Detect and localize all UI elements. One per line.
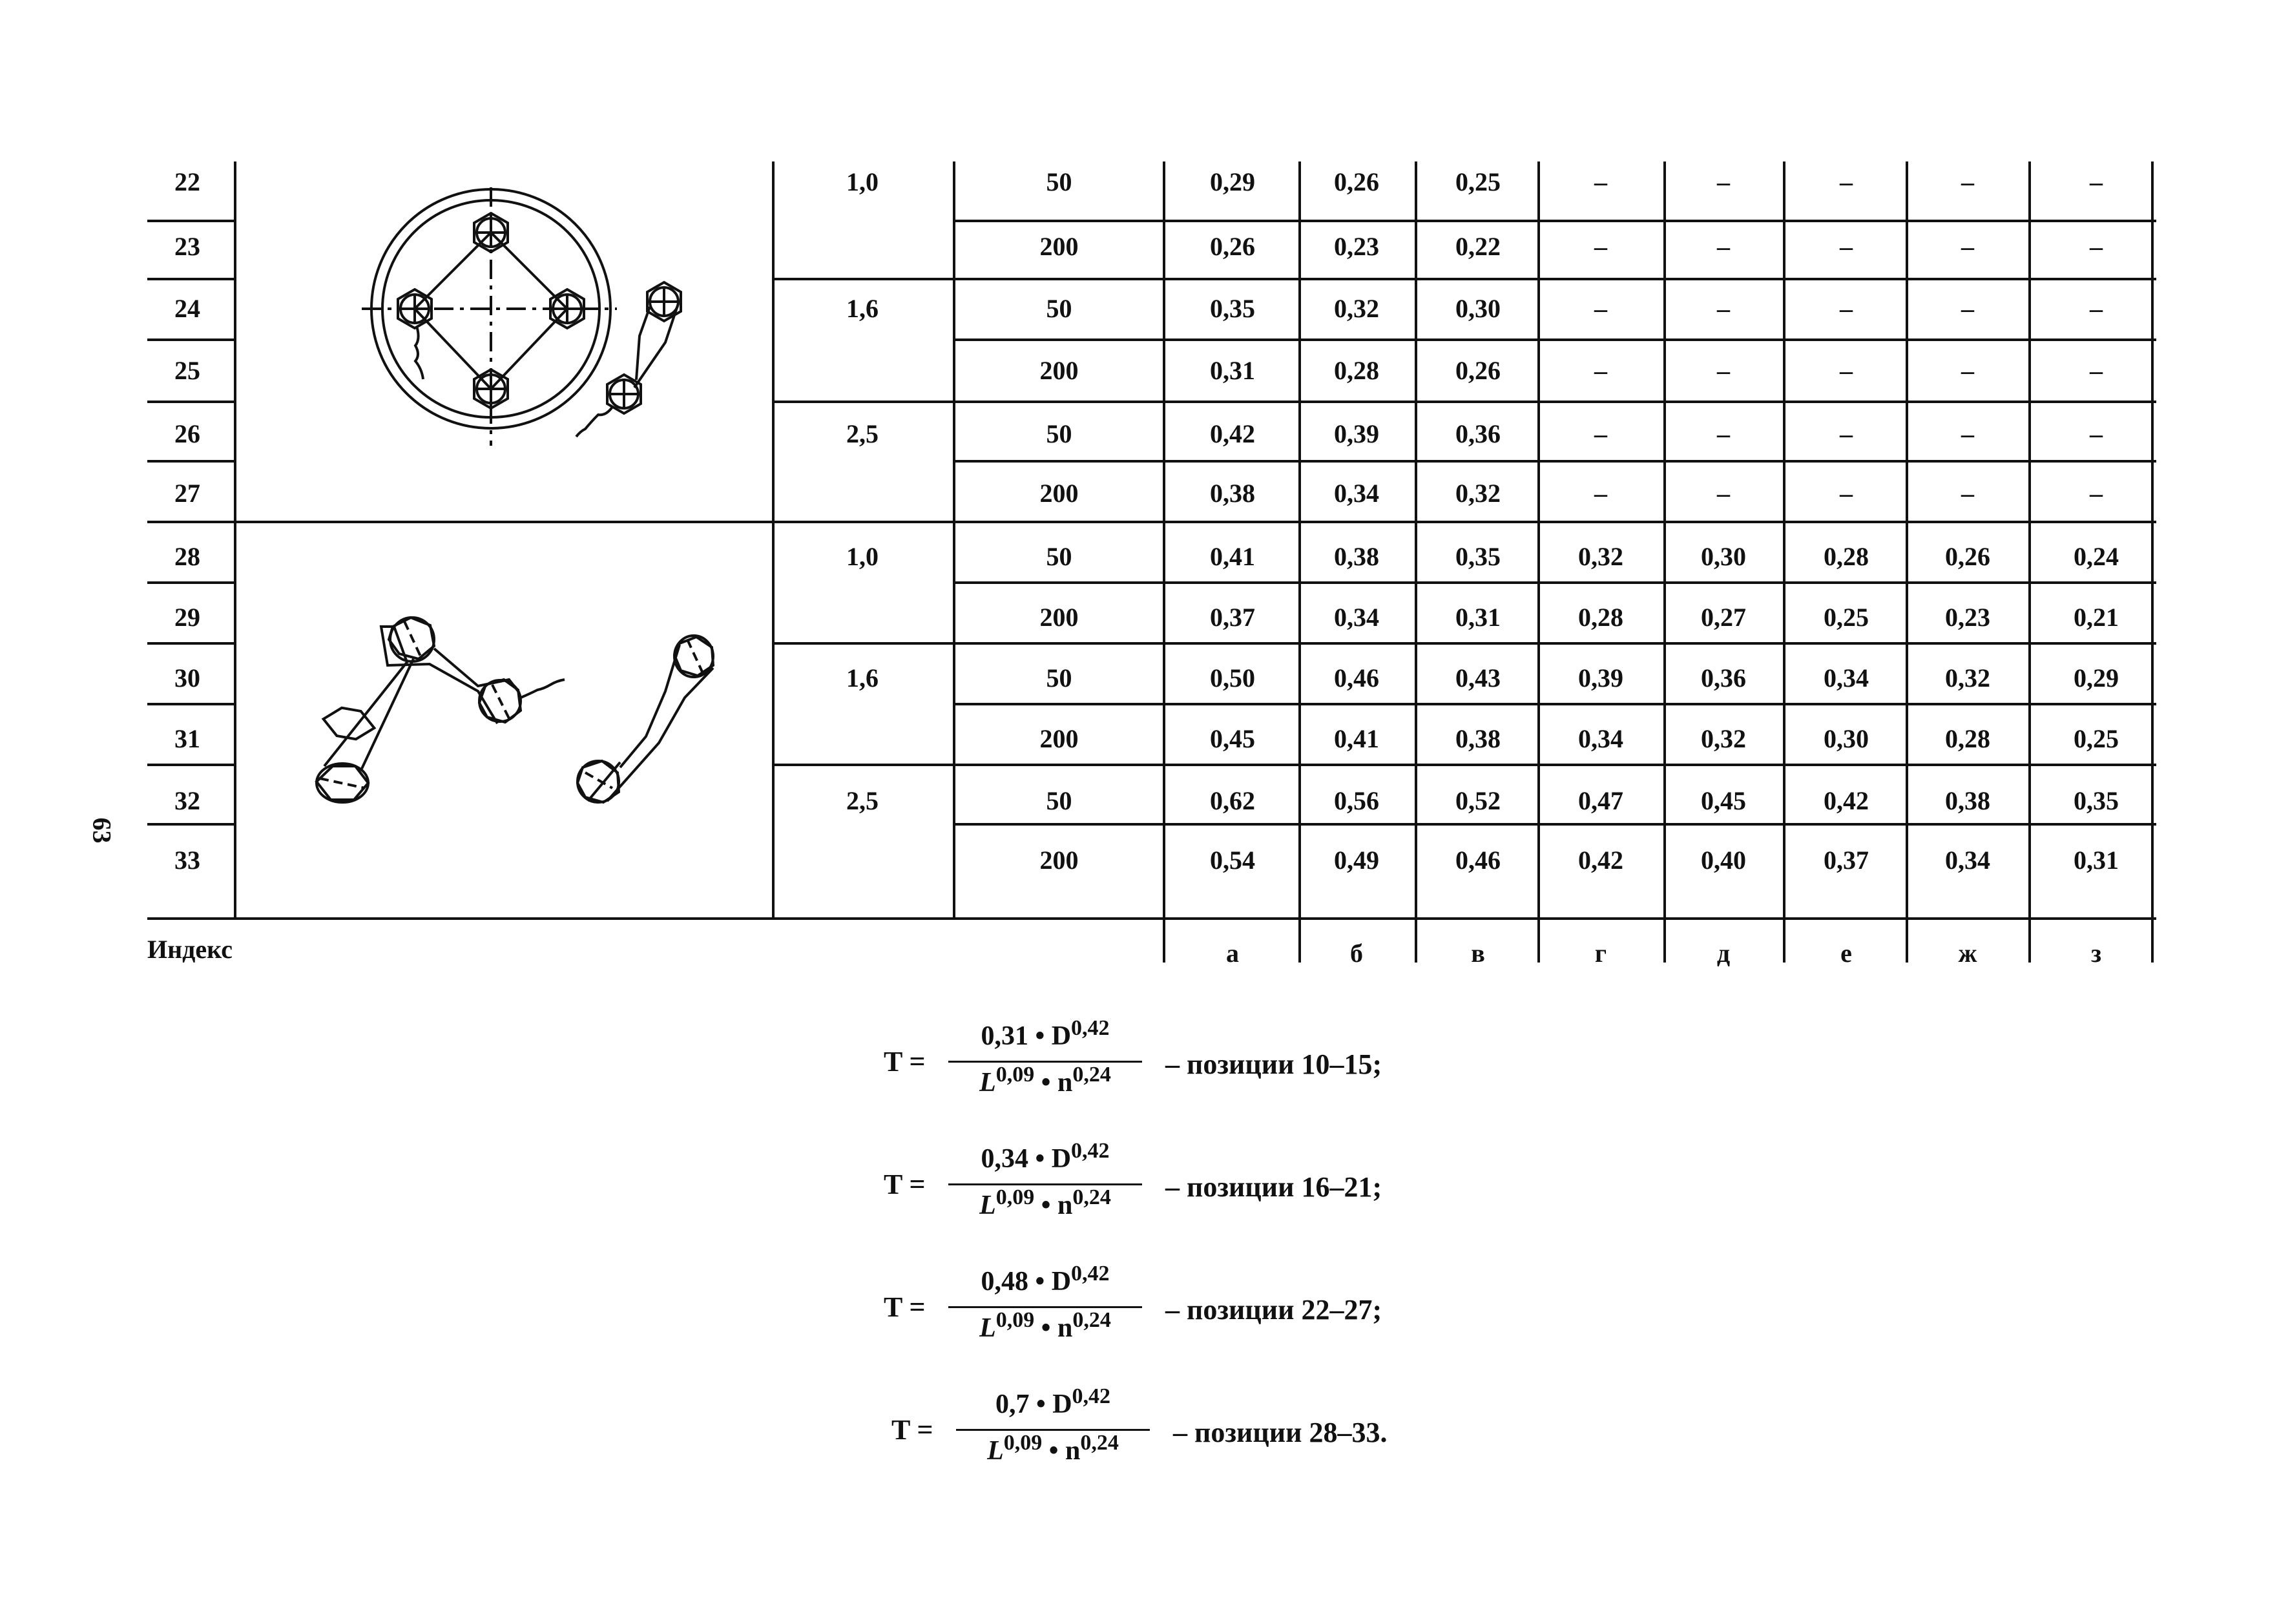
bolt-pair-lockwire-drawing <box>284 614 749 833</box>
row-divider <box>147 764 234 766</box>
row-position: 28 <box>174 542 200 571</box>
formula <box>884 1139 1465 1240</box>
formula-lhs: T = <box>884 1169 926 1200</box>
table-cell: 0,46 <box>1334 663 1379 692</box>
table-cell: 0,30 <box>1455 294 1501 323</box>
table-cell: 0,42 <box>1824 786 1869 815</box>
index-letter: д <box>1716 939 1731 968</box>
formula-fraction <box>948 1139 1142 1240</box>
row-divider <box>147 460 234 463</box>
n: n <box>1065 1436 1081 1466</box>
speed-value: 200 <box>1039 724 1079 753</box>
coef: 0,48 <box>981 1267 1028 1296</box>
table-cell: – <box>1594 356 1607 385</box>
lexp: 0,09 <box>995 1308 1035 1332</box>
index-letter: е <box>1840 939 1852 968</box>
row-divider <box>147 581 234 584</box>
table-cell: 0,25 <box>1455 167 1501 196</box>
table-cell: 0,28 <box>1578 603 1623 632</box>
table-cell: 0,34 <box>1945 846 1990 875</box>
table-cell: 0,41 <box>1334 724 1379 753</box>
table-cell: 0,36 <box>1701 663 1746 692</box>
formula <box>884 1262 1465 1363</box>
index-letter: з <box>2090 939 2102 968</box>
flange-bolt-lockwire-drawing <box>297 181 762 465</box>
table-cell: 0,23 <box>1334 232 1379 261</box>
table-cell: 0,30 <box>1701 542 1746 571</box>
table-cell: 0,22 <box>1455 232 1501 261</box>
table-cell: – <box>1594 479 1607 508</box>
table-cell: 0,35 <box>1455 542 1501 571</box>
nexp: 0,24 <box>1080 1431 1119 1455</box>
speed-value: 50 <box>1046 419 1072 448</box>
dot2: • <box>1048 1436 1059 1466</box>
index-letter: б <box>1350 939 1363 968</box>
table-cell: 0,26 <box>1455 356 1501 385</box>
table-cell: 0,37 <box>1824 846 1869 875</box>
formula <box>891 1384 1473 1486</box>
table-cell: 0,32 <box>1334 294 1379 323</box>
row-divider <box>953 823 2156 826</box>
formula-note: – позиции 22–27; <box>1165 1294 1382 1326</box>
dot1: • <box>1035 1390 1046 1419</box>
speed-value: 50 <box>1046 542 1072 571</box>
table-cell: 0,29 <box>1210 167 1255 196</box>
table-cell: 0,43 <box>1455 663 1501 692</box>
l: L <box>979 1068 996 1098</box>
table-cell: 0,25 <box>2074 724 2119 753</box>
table-cell: 0,26 <box>1334 167 1379 196</box>
table-cell: 0,36 <box>1455 419 1501 448</box>
col-divider <box>1163 161 1165 963</box>
table-cell: 0,28 <box>1945 724 1990 753</box>
table-cell: 0,49 <box>1334 846 1379 875</box>
table-cell: 0,39 <box>1578 663 1623 692</box>
table-cell: – <box>1961 356 1974 385</box>
table-bottom-line <box>147 917 2156 920</box>
table-cell: – <box>1594 419 1607 448</box>
dexp: 0,42 <box>1072 1384 1111 1408</box>
coef: 0,31 <box>981 1021 1028 1051</box>
col-divider <box>1415 161 1417 963</box>
formula-note: – позиции 10–15; <box>1165 1048 1382 1080</box>
table-cell: 0,34 <box>1334 603 1379 632</box>
speed-value: 50 <box>1046 294 1072 323</box>
table-cell: 0,38 <box>1455 724 1501 753</box>
col-divider <box>1537 161 1540 963</box>
table-cell: – <box>1594 167 1607 196</box>
row-position: 24 <box>174 294 200 323</box>
col-divider <box>772 161 775 917</box>
row-divider <box>147 220 234 222</box>
formula-lhs: T = <box>884 1291 926 1323</box>
table-cell: 0,42 <box>1578 846 1623 875</box>
table-cell: – <box>1717 294 1730 323</box>
table-cell: 0,32 <box>1455 479 1501 508</box>
row-position: 25 <box>174 356 200 385</box>
table-cell: 0,26 <box>1210 232 1255 261</box>
index-label: Индекс <box>147 935 233 964</box>
dot1: • <box>1035 1267 1045 1296</box>
coef: 0,34 <box>981 1144 1028 1174</box>
table-cell: 0,62 <box>1210 786 1255 815</box>
d: D <box>1051 1144 1072 1174</box>
row-divider <box>953 220 2156 222</box>
index-letter: г <box>1594 939 1607 968</box>
table-cell: 0,56 <box>1334 786 1379 815</box>
table-cell: 0,32 <box>1701 724 1746 753</box>
row-position: 33 <box>174 846 200 875</box>
speed-value: 200 <box>1039 846 1079 875</box>
table-cell: 0,38 <box>1210 479 1255 508</box>
lexp: 0,09 <box>995 1063 1035 1087</box>
table-cell: – <box>1961 419 1974 448</box>
table-cell: 0,34 <box>1824 663 1869 692</box>
col-divider <box>1783 161 1785 963</box>
table-cell: – <box>2090 167 2103 196</box>
row-position: 30 <box>174 663 200 692</box>
lexp: 0,09 <box>1003 1431 1043 1455</box>
row-divider <box>772 764 2156 766</box>
table-cell: 0,26 <box>1945 542 1990 571</box>
block-divider <box>147 521 772 523</box>
table-cell: 0,45 <box>1210 724 1255 753</box>
n: n <box>1057 1191 1073 1220</box>
n: n <box>1057 1313 1073 1343</box>
table-cell: – <box>2090 419 2103 448</box>
d: D <box>1051 1267 1072 1296</box>
row-divider <box>147 278 234 280</box>
table-cell: – <box>1717 419 1730 448</box>
group-value: 1,0 <box>846 542 879 571</box>
table-cell: – <box>1840 356 1853 385</box>
formula-note: – позиции 28–33. <box>1173 1417 1388 1448</box>
formula-fraction <box>948 1262 1142 1363</box>
formula-fraction <box>948 1016 1142 1118</box>
l: L <box>979 1191 996 1220</box>
row-position: 27 <box>174 479 200 508</box>
speed-value: 50 <box>1046 663 1072 692</box>
table-cell: – <box>1717 232 1730 261</box>
row-divider <box>953 460 2156 463</box>
formula <box>884 1016 1465 1118</box>
table-cell: 0,31 <box>2074 846 2119 875</box>
table-cell: 0,35 <box>1210 294 1255 323</box>
table-cell: – <box>1840 419 1853 448</box>
table-cell: 0,50 <box>1210 663 1255 692</box>
dot1: • <box>1035 1021 1045 1051</box>
table-cell: 0,28 <box>1334 356 1379 385</box>
table-cell: 0,38 <box>1945 786 1990 815</box>
table-cell: – <box>1961 232 1974 261</box>
col-divider <box>234 161 236 917</box>
table-cell: 0,54 <box>1210 846 1255 875</box>
row-divider <box>772 278 2156 280</box>
table-cell: – <box>1717 167 1730 196</box>
group-value: 2,5 <box>846 786 879 815</box>
table-cell: 0,23 <box>1945 603 1990 632</box>
table-cell: 0,52 <box>1455 786 1501 815</box>
row-divider <box>147 823 234 826</box>
table-cell: – <box>2090 479 2103 508</box>
table-cell: – <box>1840 479 1853 508</box>
nexp: 0,24 <box>1072 1185 1111 1209</box>
table-cell: 0,41 <box>1210 542 1255 571</box>
col-divider <box>1906 161 1908 963</box>
formula-fraction <box>956 1384 1150 1486</box>
row-position: 31 <box>174 724 200 753</box>
table-cell: – <box>1961 294 1974 323</box>
table-cell: 0,24 <box>2074 542 2119 571</box>
index-letter: в <box>1471 939 1485 968</box>
table-cell: 0,46 <box>1455 846 1501 875</box>
group-value: 1,0 <box>846 167 879 196</box>
group-value: 1,6 <box>846 294 879 323</box>
table-cell: – <box>1840 294 1853 323</box>
table-cell: 0,31 <box>1455 603 1501 632</box>
group-value: 2,5 <box>846 419 879 448</box>
table-cell: – <box>2090 294 2103 323</box>
dexp: 0,42 <box>1071 1016 1110 1040</box>
table-cell: – <box>1717 356 1730 385</box>
formula-lhs: T = <box>891 1414 933 1446</box>
row-divider <box>772 401 2156 403</box>
table-cell: – <box>1717 479 1730 508</box>
dot2: • <box>1041 1313 1051 1343</box>
l: L <box>979 1313 996 1343</box>
table-cell: 0,28 <box>1824 542 1869 571</box>
table-cell: 0,25 <box>1824 603 1869 632</box>
l: L <box>987 1436 1004 1466</box>
index-letter: а <box>1226 939 1239 968</box>
index-letter: ж <box>1958 939 1977 968</box>
row-divider <box>147 642 234 645</box>
formula-lhs: T = <box>884 1046 926 1077</box>
row-position: 29 <box>174 603 200 632</box>
speed-value: 200 <box>1039 232 1079 261</box>
table-cell: – <box>1961 167 1974 196</box>
dot2: • <box>1041 1191 1051 1220</box>
lexp: 0,09 <box>995 1185 1035 1209</box>
table-cell: 0,34 <box>1578 724 1623 753</box>
speed-value: 200 <box>1039 479 1079 508</box>
table-cell: – <box>2090 232 2103 261</box>
table-cell: 0,37 <box>1210 603 1255 632</box>
n: n <box>1057 1068 1073 1098</box>
table-cell: 0,38 <box>1334 542 1379 571</box>
speed-value: 200 <box>1039 603 1079 632</box>
table-cell: 0,27 <box>1701 603 1746 632</box>
formula-note: – позиции 16–21; <box>1165 1171 1382 1203</box>
table-cell: 0,42 <box>1210 419 1255 448</box>
nexp: 0,24 <box>1072 1063 1111 1087</box>
speed-value: 200 <box>1039 356 1079 385</box>
coef: 0,7 <box>995 1390 1030 1419</box>
dot1: • <box>1035 1144 1045 1174</box>
page-number: 63 <box>87 817 117 844</box>
table-cell: 0,21 <box>2074 603 2119 632</box>
table-cell: 0,32 <box>1578 542 1623 571</box>
row-position: 32 <box>174 786 200 815</box>
row-divider <box>953 703 2156 705</box>
row-divider <box>953 581 2156 584</box>
row-divider <box>772 521 2156 523</box>
table-cell: 0,32 <box>1945 663 1990 692</box>
row-divider <box>953 338 2156 341</box>
row-divider <box>772 642 2156 645</box>
row-position: 22 <box>174 167 200 196</box>
d: D <box>1052 1390 1072 1419</box>
table-cell: 0,47 <box>1578 786 1623 815</box>
table-cell: – <box>1840 232 1853 261</box>
table-cell: – <box>1961 479 1974 508</box>
row-position: 23 <box>174 232 200 261</box>
dot2: • <box>1041 1068 1051 1098</box>
table-cell: 0,31 <box>1210 356 1255 385</box>
speed-value: 50 <box>1046 167 1072 196</box>
nexp: 0,24 <box>1072 1308 1111 1332</box>
table-cell: 0,30 <box>1824 724 1869 753</box>
table-cell: – <box>2090 356 2103 385</box>
table-cell: 0,40 <box>1701 846 1746 875</box>
table-cell: 0,29 <box>2074 663 2119 692</box>
dexp: 0,42 <box>1071 1139 1110 1163</box>
table-cell: 0,34 <box>1334 479 1379 508</box>
dexp: 0,42 <box>1071 1262 1110 1286</box>
row-position: 26 <box>174 419 200 448</box>
d: D <box>1051 1021 1072 1051</box>
table-cell: 0,45 <box>1701 786 1746 815</box>
group-value: 1,6 <box>846 663 879 692</box>
row-divider <box>147 338 234 341</box>
table-cell: 0,35 <box>2074 786 2119 815</box>
table-cell: – <box>1594 294 1607 323</box>
row-divider <box>147 703 234 705</box>
speed-value: 50 <box>1046 786 1072 815</box>
table-cell: 0,39 <box>1334 419 1379 448</box>
col-divider <box>2028 161 2031 963</box>
table-cell: – <box>1840 167 1853 196</box>
row-divider <box>147 401 234 403</box>
table-cell: – <box>1594 232 1607 261</box>
